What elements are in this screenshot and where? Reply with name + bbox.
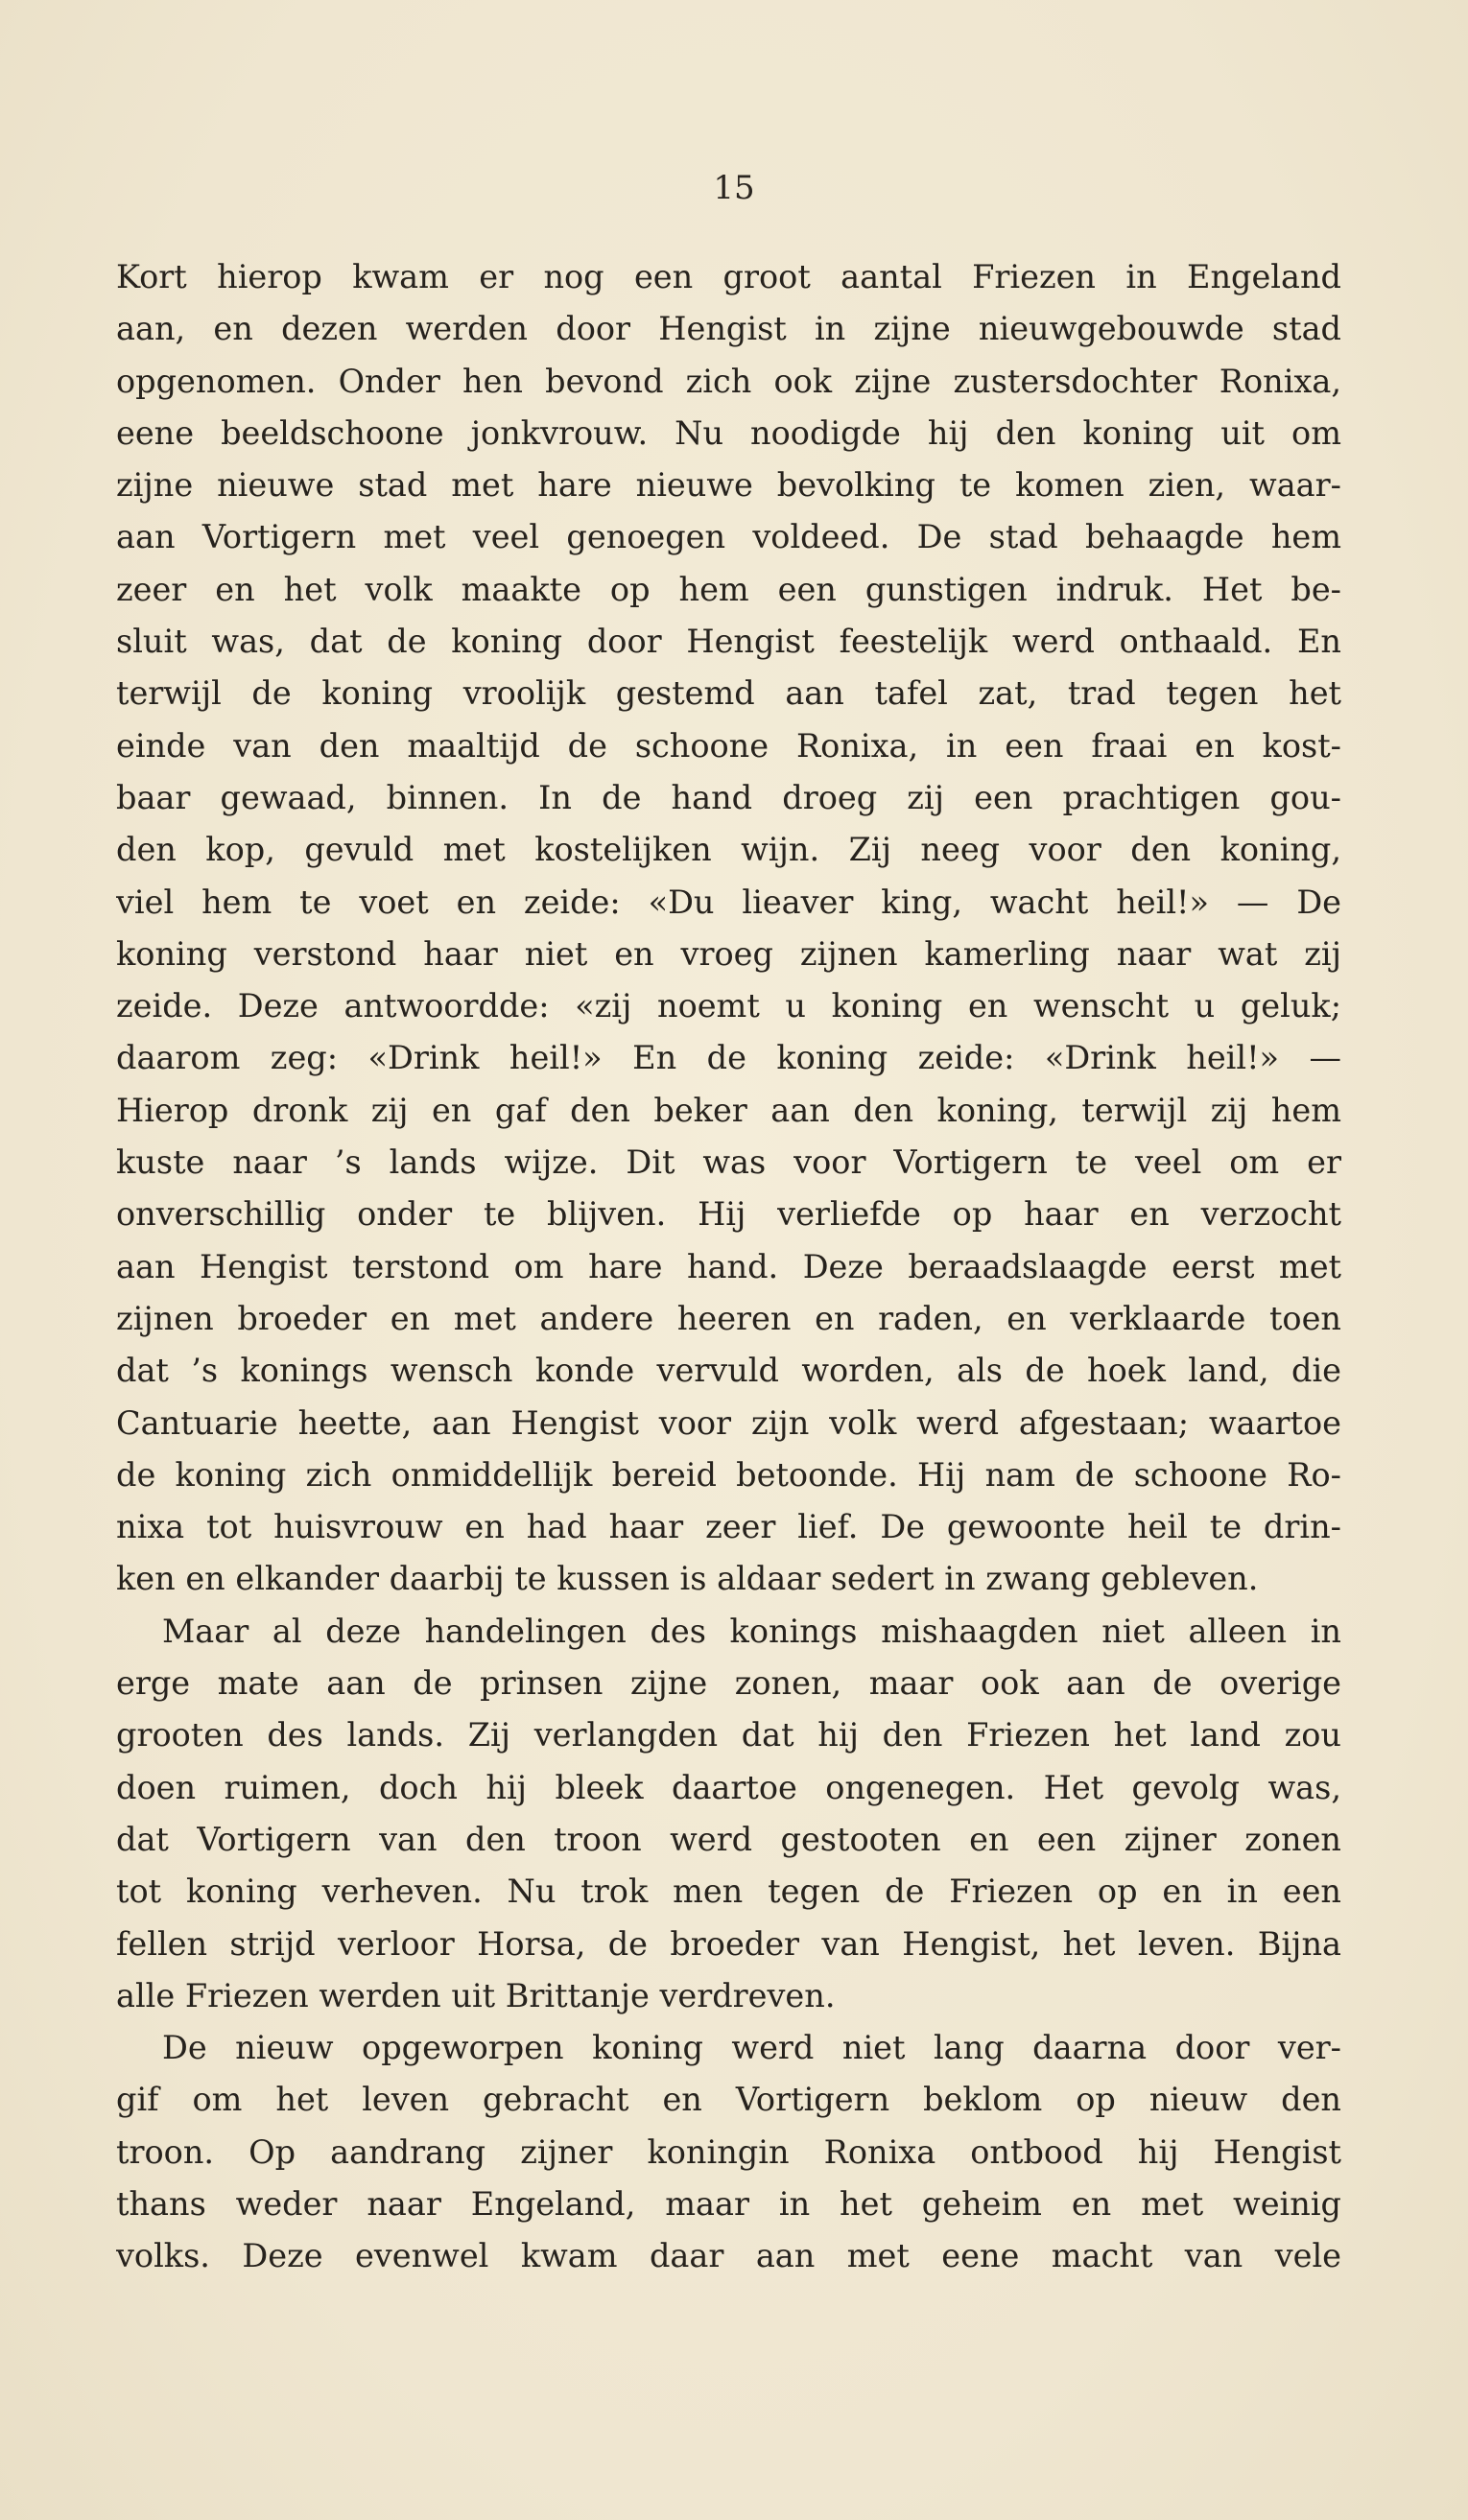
text-line: fellen strijd verloor Horsa, de broeder van Hengist, het leven. Bijna: [116, 1924, 1341, 1963]
text-line: ken en elkander daarbij te kussen is aldaar sedert in zwang gebleven.: [116, 1560, 1259, 1598]
text-line: koning verstond haar niet en vroeg zijnen kamerling naar wat zij: [116, 934, 1341, 973]
text-line: volks. Deze evenwel kwam daar aan met eene macht van vele: [116, 2237, 1341, 2275]
text-line: zijnen broeder en met andere heeren en raden, en verklaarde toen: [116, 1299, 1341, 1337]
text-line: zeer en het volk maakte op hem een gunstigen indruk. Het be-: [116, 570, 1341, 608]
text-line: Kort hierop kwam er nog een groot aantal Friezen in Engeland: [116, 258, 1341, 295]
text-line: zijne nieuwe stad met hare nieuwe bevolking te komen zien, waar-: [116, 466, 1341, 505]
text-line: daarom zeg: «Drink heil!» En de koning zeide: «Drink heil!» —: [116, 1039, 1341, 1077]
text-line: terwijl de koning vroolijk gestemd aan tafel zat, trad tegen het: [116, 674, 1341, 713]
text-line: eene beeldschoone jonkvrouw. Nu noodigde hij den koning uit om: [116, 413, 1341, 452]
text-line: troon. Op aandrang zijner koningin Ronixa ontbood hij Hengist: [116, 2132, 1341, 2171]
text-line: kuste naar ’s lands wijze. Dit was voor Vortigern te veel om er: [116, 1143, 1341, 1182]
text-line: doen ruimen, doch hij bleek daartoe ongenegen. Het gevolg was,: [116, 1768, 1341, 1806]
text-line: dat Vortigern van den troon werd gestooten en een zijner zonen: [116, 1820, 1341, 1858]
text-line: sluit was, dat de koning door Hengist feestelijk werd onthaald. En: [116, 623, 1341, 661]
text-line: zeide. Deze antwoordde: «zij noemt u koning en wenscht u geluk;: [116, 987, 1341, 1025]
text-line: aan Vortigern met veel genoegen voldeed. De stad behaagde hem: [116, 518, 1341, 556]
text-line: de koning zich onmiddellijk bereid betoonde. Hij nam de schoone Ro-: [116, 1455, 1341, 1494]
text-line: Hierop dronk zij en gaf den beker aan den koning, terwijl zij hem: [116, 1091, 1341, 1129]
text-line: opgenomen. Onder hen bevond zich ook zijne zustersdochter Ronixa,: [116, 362, 1341, 400]
text-line: onverschillig onder te blijven. Hij verliefde op haar en verzocht: [116, 1195, 1341, 1234]
text-line: aan Hengist terstond om hare hand. Deze beraadslaagde eerst met: [116, 1247, 1341, 1285]
text-line: den kop, gevuld met kostelijken wijn. Zij neeg voor den koning,: [116, 831, 1341, 869]
text-line: Cantuarie heette, aan Hengist voor zijn volk werd afgestaan; waartoe: [116, 1403, 1341, 1442]
text-line: grooten des lands. Zij verlangden dat hij den Friezen het land zou: [116, 1716, 1341, 1755]
body-text: [116, 251, 1341, 2283]
text-line: aan, en dezen werden door Hengist in zijne nieuwgebouwde stad: [116, 310, 1341, 348]
text-line: viel hem te voet en zeide: «Du lieaver king, wacht heil!» — De: [116, 883, 1341, 921]
text-line: Maar al deze handelingen des konings mishaagden niet alleen in: [162, 1612, 1341, 1650]
text-line: alle Friezen werden uit Brittanje verdreven.: [116, 1976, 836, 2014]
text-line: einde van den maaltijd de schoone Ronixa, in een fraai en kost-: [116, 726, 1341, 765]
text-line: erge mate aan de prinsen zijne zonen, maar ook aan de overige: [116, 1664, 1341, 1703]
text-line: gif om het leven gebracht en Vortigern beklom op nieuw den: [116, 2081, 1341, 2119]
text-line: De nieuw opgeworpen koning werd niet lang daarna door ver-: [162, 2029, 1341, 2067]
text-line: nixa tot huisvrouw en had haar zeer lief. De gewoonte heil te drin-: [116, 1508, 1341, 1546]
text-line: dat ’s konings wensch konde vervuld worden, als de hoek land, die: [116, 1352, 1341, 1390]
text-line: thans weder naar Engeland, maar in het geheim en met weinig: [116, 2184, 1341, 2223]
page-number: 15: [713, 169, 755, 207]
text-line: baar gewaad, binnen. In de hand droeg zij een prachtigen gou-: [116, 778, 1341, 816]
text-line: tot koning verheven. Nu trok men tegen de Friezen op en in een: [116, 1872, 1341, 1911]
